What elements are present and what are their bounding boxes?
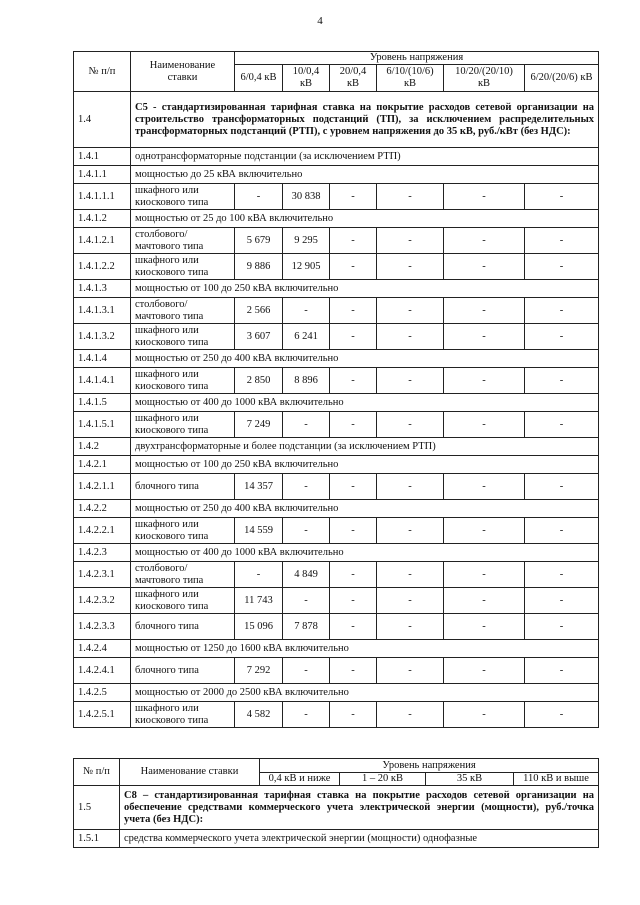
rate-value: - [525,702,599,728]
rate-name: шкафного или киоскового типа [131,324,235,350]
rate-value: - [525,474,599,500]
table-row [74,474,599,500]
rate-value: 8 896 [283,368,330,394]
rate-value: 5 679 [235,228,283,254]
header-voltage-level: Уровень напряжения [235,52,599,65]
category-row [74,394,599,412]
category-label: мощностью от 100 до 250 кВА включительно [131,456,599,474]
rate-value: - [283,474,330,500]
rate-value: - [377,368,444,394]
row-num: 1.4.2.3.2 [74,588,131,614]
header-col: 35 кВ [426,773,514,786]
rate-value: - [377,518,444,544]
rate-value: - [330,368,377,394]
header-col: 20/0,4 кВ [330,65,377,92]
category-label: двухтрансформаторные и более подстанции (за исключением РТП) [131,438,599,456]
category-label: мощностью от 1250 до 1600 кВА включительно [131,640,599,658]
table-row [74,702,599,728]
row-num: 1.4.1.3.1 [74,298,131,324]
rate-value: - [330,254,377,280]
rate-value: - [330,702,377,728]
rate-value: - [330,518,377,544]
header-col: 10/20/(20/10) кВ [444,65,525,92]
category-label: мощностью от 400 до 1000 кВА включительно [131,544,599,562]
row-num: 1.4.1.1.1 [74,184,131,210]
section-title: С5 - стандартизированная тарифная ставка на покрытие расходов сетевой организации на строительство трансформаторных подстанций (ТП), за исключением распределительных трансформаторных подстанций (РТП), с уровнем напряжения до 35 кВ, руб./кВт (без НДС): [131,92,599,148]
rate-value: - [444,474,525,500]
row-num: 1.4.1.2 [74,210,131,228]
rate-value: 4 849 [283,562,330,588]
category-label: средства коммерческого учета электрической энергии (мощности) однофазные [120,830,599,848]
category-row [74,210,599,228]
rate-value: - [525,368,599,394]
category-label: мощностью от 250 до 400 кВА включительно [131,500,599,518]
rate-value: 9 886 [235,254,283,280]
rate-value: - [330,658,377,684]
rate-value: - [330,588,377,614]
rate-value: - [235,562,283,588]
rate-value: 30 838 [283,184,330,210]
category-row [74,684,599,702]
rate-value: - [444,324,525,350]
rate-name: шкафного или киоскового типа [131,702,235,728]
row-num: 1.4.1 [74,148,131,166]
header-num: № п/п [74,52,131,92]
table-header [74,759,599,786]
rate-value: - [377,298,444,324]
rate-name: блочного типа [131,614,235,640]
rate-name: блочного типа [131,474,235,500]
rate-value: - [283,518,330,544]
tariff-table-c8 [73,758,599,848]
rate-value: - [283,588,330,614]
rate-value: 2 566 [235,298,283,324]
category-row [74,350,599,368]
rate-value: - [330,474,377,500]
category-label: мощностью от 100 до 250 кВА включительно [131,280,599,298]
table-row [74,588,599,614]
rate-value: - [235,184,283,210]
rate-value: 3 607 [235,324,283,350]
table-row [74,324,599,350]
rate-name: шкафного или киоскового типа [131,412,235,438]
rate-value: - [525,298,599,324]
table-row [74,518,599,544]
rate-value: 14 357 [235,474,283,500]
row-num: 1.4.2.4.1 [74,658,131,684]
row-num: 1.4.2 [74,438,131,456]
rate-value: - [283,658,330,684]
table-row [74,614,599,640]
header-col: 1 – 20 кВ [340,773,426,786]
header-name: Наименование ставки [120,759,260,786]
row-num: 1.5.1 [74,830,120,848]
row-num: 1.4.1.2.1 [74,228,131,254]
section-title: С8 – стандартизированная тарифная ставка на покрытие расходов сетевой организации на обеспечение средствами коммерческого учета электрической энергии (мощности), руб./точка учета (без НДС): [120,786,599,830]
rate-value: - [377,228,444,254]
rate-value: - [525,518,599,544]
rate-value: 7 249 [235,412,283,438]
table-row [74,412,599,438]
rate-value: - [330,614,377,640]
category-label: мощностью от 2000 до 2500 кВА включительно [131,684,599,702]
header-col: 6/0,4 кВ [235,65,283,92]
rate-name: блочного типа [131,658,235,684]
rate-value: 7 292 [235,658,283,684]
category-row [74,830,599,848]
table-row [74,254,599,280]
category-row [74,500,599,518]
table-body [74,786,599,848]
rate-value: 6 241 [283,324,330,350]
rate-name: шкафного или киоскового типа [131,368,235,394]
rate-value: 9 295 [283,228,330,254]
category-row [74,544,599,562]
rate-value: - [444,562,525,588]
header-col: 6/10/(10/6) кВ [377,65,444,92]
table-row [74,184,599,210]
rate-value: - [444,298,525,324]
rate-value: - [330,412,377,438]
row-num: 1.4.1.3 [74,280,131,298]
tariff-table-c5 [73,51,599,728]
rate-value: - [330,228,377,254]
rate-value: - [444,368,525,394]
row-num: 1.4.2.2.1 [74,518,131,544]
rate-value: - [377,658,444,684]
rate-value: - [525,254,599,280]
category-row [74,438,599,456]
row-num: 1.4.2.2 [74,500,131,518]
row-num: 1.4.2.1.1 [74,474,131,500]
table-row [74,562,599,588]
header-voltage-level: Уровень напряжения [260,759,599,773]
rate-name: шкафного или киоскового типа [131,254,235,280]
rate-value: - [525,228,599,254]
category-row [74,148,599,166]
rate-value: 14 559 [235,518,283,544]
table-row [74,298,599,324]
rate-value: - [283,412,330,438]
rate-value: - [377,474,444,500]
rate-value: - [377,412,444,438]
rate-value: - [525,324,599,350]
rate-value: - [444,412,525,438]
row-num: 1.4.1.4 [74,350,131,368]
row-num: 1.4.2.3.3 [74,614,131,640]
rate-value: - [377,562,444,588]
rate-value: - [444,184,525,210]
rate-value: - [525,588,599,614]
rate-value: - [283,702,330,728]
rate-value: - [525,658,599,684]
rate-value: - [444,588,525,614]
rate-value: - [330,562,377,588]
table-row [74,368,599,394]
row-num: 1.4.1.5.1 [74,412,131,438]
table-row [74,228,599,254]
rate-value: - [444,614,525,640]
rate-name: шкафного или киоскового типа [131,184,235,210]
category-row [74,456,599,474]
category-row [74,166,599,184]
rate-value: - [283,298,330,324]
rate-value: 12 905 [283,254,330,280]
rate-value: - [330,184,377,210]
rate-value: 2 850 [235,368,283,394]
section-num: 1.5 [74,786,120,830]
table-header [74,52,599,92]
row-num: 1.4.1.2.2 [74,254,131,280]
row-num: 1.4.2.1 [74,456,131,474]
rate-value: - [330,298,377,324]
row-num: 1.4.1.3.2 [74,324,131,350]
row-num: 1.4.2.5 [74,684,131,702]
row-num: 1.4.1.5 [74,394,131,412]
rate-value: - [525,614,599,640]
section-num: 1.4 [74,92,131,148]
category-row [74,280,599,298]
category-row [74,640,599,658]
header-col: 10/0,4 кВ [283,65,330,92]
rate-value: 15 096 [235,614,283,640]
rate-value: 7 878 [283,614,330,640]
rate-name: столбового/ мачтового типа [131,228,235,254]
header-col: 110 кВ и выше [514,773,599,786]
row-num: 1.4.1.4.1 [74,368,131,394]
header-col: 6/20/(20/6) кВ [525,65,599,92]
rate-name: столбового/ мачтового типа [131,298,235,324]
header-col: 0,4 кВ и ниже [260,773,340,786]
rate-value: - [444,702,525,728]
rate-value: - [377,702,444,728]
rate-value: 4 582 [235,702,283,728]
row-num: 1.4.2.3 [74,544,131,562]
rate-value: - [377,254,444,280]
rate-value: - [444,658,525,684]
rate-value: - [377,614,444,640]
header-name: Наименование ставки [131,52,235,92]
rate-value: - [377,588,444,614]
category-label: мощностью до 25 кВА включительно [131,166,599,184]
table-body [74,92,599,728]
table-row [74,658,599,684]
row-num: 1.4.2.4 [74,640,131,658]
rate-value: - [330,324,377,350]
rate-value: - [525,562,599,588]
rate-name: столбового/ мачтового типа [131,562,235,588]
page-number: 4 [317,15,323,27]
category-label: мощностью от 25 до 100 кВА включительно [131,210,599,228]
rate-value: - [444,228,525,254]
rate-value: - [444,518,525,544]
category-label: однотрансформаторные подстанции (за исключением РТП) [131,148,599,166]
category-label: мощностью от 250 до 400 кВА включительно [131,350,599,368]
rate-name: шкафного или киоскового типа [131,588,235,614]
row-num: 1.4.2.3.1 [74,562,131,588]
rate-value: - [444,254,525,280]
rate-value: - [525,412,599,438]
category-label: мощностью от 400 до 1000 кВА включительно [131,394,599,412]
rate-name: шкафного или киоскового типа [131,518,235,544]
rate-value: 11 743 [235,588,283,614]
header-num: № п/п [74,759,120,786]
rate-value: - [377,184,444,210]
rate-value: - [525,184,599,210]
row-num: 1.4.2.5.1 [74,702,131,728]
rate-value: - [377,324,444,350]
row-num: 1.4.1.1 [74,166,131,184]
